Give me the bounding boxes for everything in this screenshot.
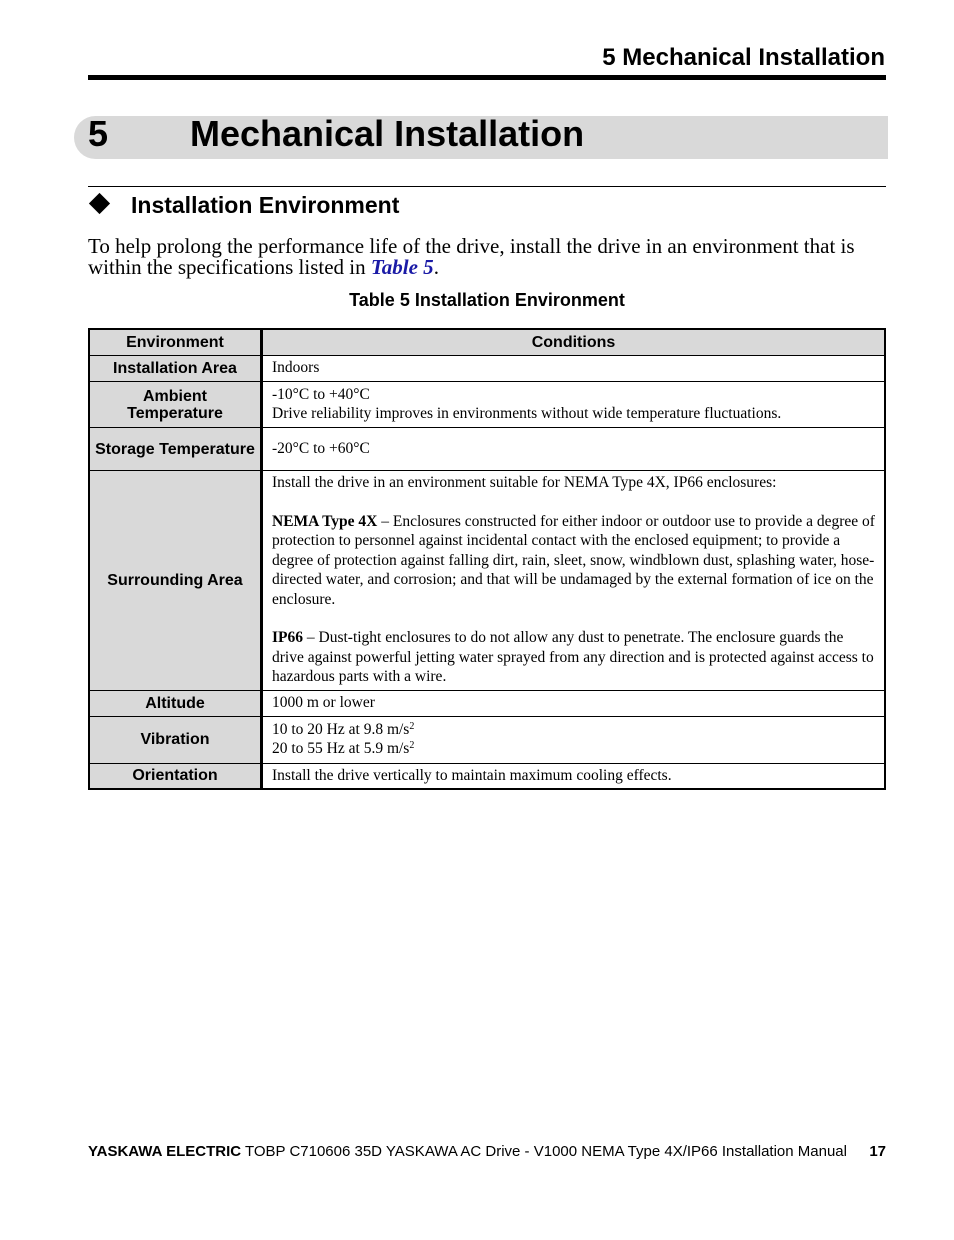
page-footer (88, 1143, 886, 1160)
table-row (89, 382, 885, 428)
row-value-line: -10°C to +40°C (272, 385, 370, 403)
header-rule (88, 75, 886, 80)
table-caption: Table 5 Installation Environment (349, 290, 625, 310)
surrounding-intro: Install the drive in an environment suitable for NEMA Type 4X, IP66 enclosures: (272, 474, 777, 491)
vibration-line-2: 20 to 55 Hz at 5.9 m/s (272, 740, 410, 757)
page-number: 17 (869, 1143, 886, 1160)
row-label: Installation Area (89, 356, 262, 382)
row-value: 1000 m or lower (262, 690, 886, 716)
vibration-line-1: 10 to 20 Hz at 9.8 m/s (272, 720, 410, 738)
table-header-row (89, 329, 885, 356)
table-row (89, 690, 885, 716)
intro-text: To help prolong the performance life of the drive, install the drive in an environment that is within the specifications listed in (88, 234, 855, 279)
running-header: 5 Mechanical Installation (602, 44, 885, 71)
table-row (89, 716, 885, 763)
nema-text: – Enclosures constructed for either indoor or outdoor use to provide a degree of protection to personnel against incidental contact with the enclosed equipment; to provide a degree of protection against falling dirt, rain, sleet, snow, windblown dust, splashing water, hose-directed water, and corrosion; and that will be undamaged by the external formation of ice on the enclosure. (272, 512, 875, 608)
row-value (262, 382, 886, 428)
intro-text-end: . (433, 255, 439, 279)
exponent: 2 (409, 720, 415, 732)
row-value-line (272, 720, 876, 740)
exponent: 2 (409, 740, 415, 751)
section-rule (88, 186, 886, 187)
row-value: -20°C to +60°C (262, 428, 886, 471)
row-value: Indoors (262, 356, 886, 382)
ip66-paragraph (272, 628, 876, 687)
row-label: Surrounding Area (89, 471, 262, 691)
table-row (89, 763, 885, 789)
table-row (89, 428, 885, 471)
chapter-number: 5 (88, 113, 109, 154)
header-environment: Environment (89, 329, 262, 356)
row-label: Altitude (89, 690, 262, 716)
table-row (89, 471, 885, 691)
row-label: Ambient Temperature (89, 382, 262, 428)
intro-paragraph (88, 236, 888, 278)
nema-term: NEMA Type 4X (272, 512, 378, 530)
row-value (262, 471, 886, 691)
row-label: Storage Temperature (89, 428, 262, 471)
section-title: Installation Environment (131, 192, 400, 218)
table-5-link[interactable]: Table 5 (370, 255, 434, 279)
footer-doc-title: TOBP C710606 35D YASKAWA AC Drive - V1000 NEMA Type 4X/IP66 Installation Manual (241, 1143, 847, 1160)
footer-brand: YASKAWA ELECTRIC (88, 1143, 242, 1160)
row-value-line (272, 739, 876, 759)
row-label: Vibration (89, 716, 262, 763)
row-value (262, 716, 886, 763)
chapter-title: Mechanical Installation (190, 113, 585, 154)
ip66-text: – Dust-tight enclosures to do not allow any dust to penetrate. The enclosure guards the drive against powerful jetting water sprayed from any direction and is protected against access to hazardous parts with a wire. (272, 629, 874, 685)
diamond-bullet-icon (89, 193, 110, 214)
ip66-term: IP66 (272, 629, 303, 646)
row-value: Install the drive vertically to maintain maximum cooling effects. (262, 763, 886, 789)
row-value-line: Drive reliability improves in environments without wide temperature fluctuations. (272, 405, 782, 422)
installation-environment-table (88, 328, 886, 790)
nema-paragraph (272, 512, 876, 610)
row-label: Orientation (89, 763, 262, 789)
table-row (89, 356, 885, 382)
header-conditions: Conditions (262, 329, 886, 356)
